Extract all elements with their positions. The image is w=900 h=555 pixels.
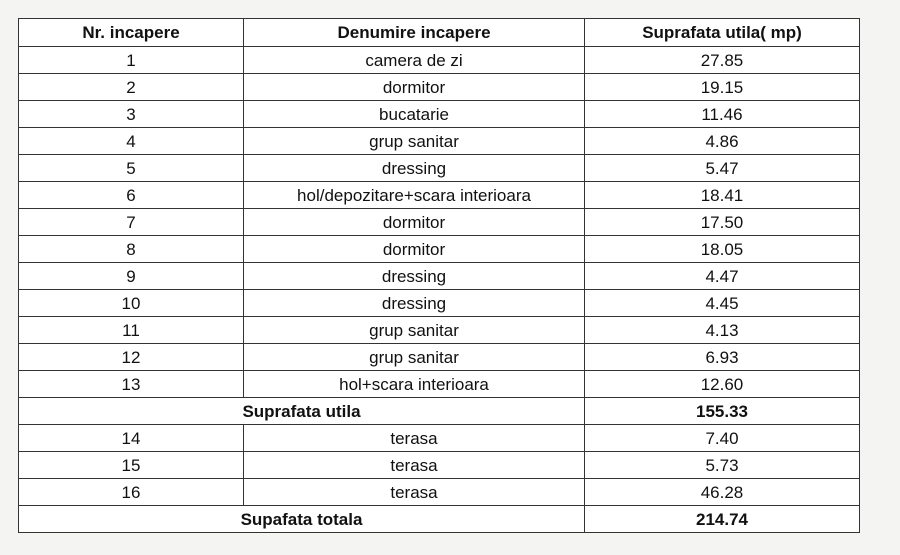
room-number: 1 bbox=[19, 47, 244, 74]
room-area: 4.47 bbox=[585, 263, 860, 290]
total-area: 214.74 bbox=[585, 506, 860, 533]
room-number: 10 bbox=[19, 290, 244, 317]
room-name: grup sanitar bbox=[244, 128, 585, 155]
room-number: 8 bbox=[19, 236, 244, 263]
room-area: 7.40 bbox=[585, 425, 860, 452]
room-name: hol/depozitare+scara interioara bbox=[244, 182, 585, 209]
table-row bbox=[19, 101, 860, 128]
header-room-number: Nr. incapere bbox=[19, 19, 244, 47]
table-row bbox=[19, 290, 860, 317]
room-number: 11 bbox=[19, 317, 244, 344]
table-row bbox=[19, 371, 860, 398]
room-name: hol+scara interioara bbox=[244, 371, 585, 398]
room-area: 4.86 bbox=[585, 128, 860, 155]
table-row bbox=[19, 425, 860, 452]
room-area: 17.50 bbox=[585, 209, 860, 236]
room-name: dressing bbox=[244, 155, 585, 182]
room-name: dressing bbox=[244, 263, 585, 290]
room-area: 18.05 bbox=[585, 236, 860, 263]
room-number: 4 bbox=[19, 128, 244, 155]
table-row bbox=[19, 155, 860, 182]
room-area: 12.60 bbox=[585, 371, 860, 398]
room-number: 16 bbox=[19, 479, 244, 506]
room-number: 9 bbox=[19, 263, 244, 290]
room-name: dormitor bbox=[244, 236, 585, 263]
room-number: 7 bbox=[19, 209, 244, 236]
room-area-table bbox=[18, 18, 860, 533]
room-number: 6 bbox=[19, 182, 244, 209]
table-row bbox=[19, 236, 860, 263]
table-header-row bbox=[19, 19, 860, 47]
room-number: 12 bbox=[19, 344, 244, 371]
room-name: terasa bbox=[244, 425, 585, 452]
header-room-name: Denumire incapere bbox=[244, 19, 585, 47]
room-area: 27.85 bbox=[585, 47, 860, 74]
room-area: 4.13 bbox=[585, 317, 860, 344]
table-row bbox=[19, 128, 860, 155]
room-name: grup sanitar bbox=[244, 317, 585, 344]
room-number: 14 bbox=[19, 425, 244, 452]
room-name: dormitor bbox=[244, 209, 585, 236]
subtotal-area: 155.33 bbox=[585, 398, 860, 425]
subtotal-row bbox=[19, 398, 860, 425]
room-area: 19.15 bbox=[585, 74, 860, 101]
table-row bbox=[19, 452, 860, 479]
room-area: 5.73 bbox=[585, 452, 860, 479]
room-number: 3 bbox=[19, 101, 244, 128]
room-area: 4.45 bbox=[585, 290, 860, 317]
table-row bbox=[19, 209, 860, 236]
table-row bbox=[19, 317, 860, 344]
room-name: grup sanitar bbox=[244, 344, 585, 371]
table-row bbox=[19, 182, 860, 209]
total-label: Supafata totala bbox=[19, 506, 585, 533]
table-row bbox=[19, 74, 860, 101]
room-area: 5.47 bbox=[585, 155, 860, 182]
table-row bbox=[19, 479, 860, 506]
room-name: dormitor bbox=[244, 74, 585, 101]
room-area: 46.28 bbox=[585, 479, 860, 506]
room-area: 6.93 bbox=[585, 344, 860, 371]
room-number: 2 bbox=[19, 74, 244, 101]
room-name: camera de zi bbox=[244, 47, 585, 74]
room-name: bucatarie bbox=[244, 101, 585, 128]
room-area: 18.41 bbox=[585, 182, 860, 209]
room-area: 11.46 bbox=[585, 101, 860, 128]
room-number: 15 bbox=[19, 452, 244, 479]
room-name: terasa bbox=[244, 479, 585, 506]
table-row bbox=[19, 47, 860, 74]
table-row bbox=[19, 263, 860, 290]
room-number: 13 bbox=[19, 371, 244, 398]
header-usable-area: Suprafata utila( mp) bbox=[585, 19, 860, 47]
room-number: 5 bbox=[19, 155, 244, 182]
table-row bbox=[19, 344, 860, 371]
room-name: terasa bbox=[244, 452, 585, 479]
room-name: dressing bbox=[244, 290, 585, 317]
subtotal-label: Suprafata utila bbox=[19, 398, 585, 425]
total-row bbox=[19, 506, 860, 533]
